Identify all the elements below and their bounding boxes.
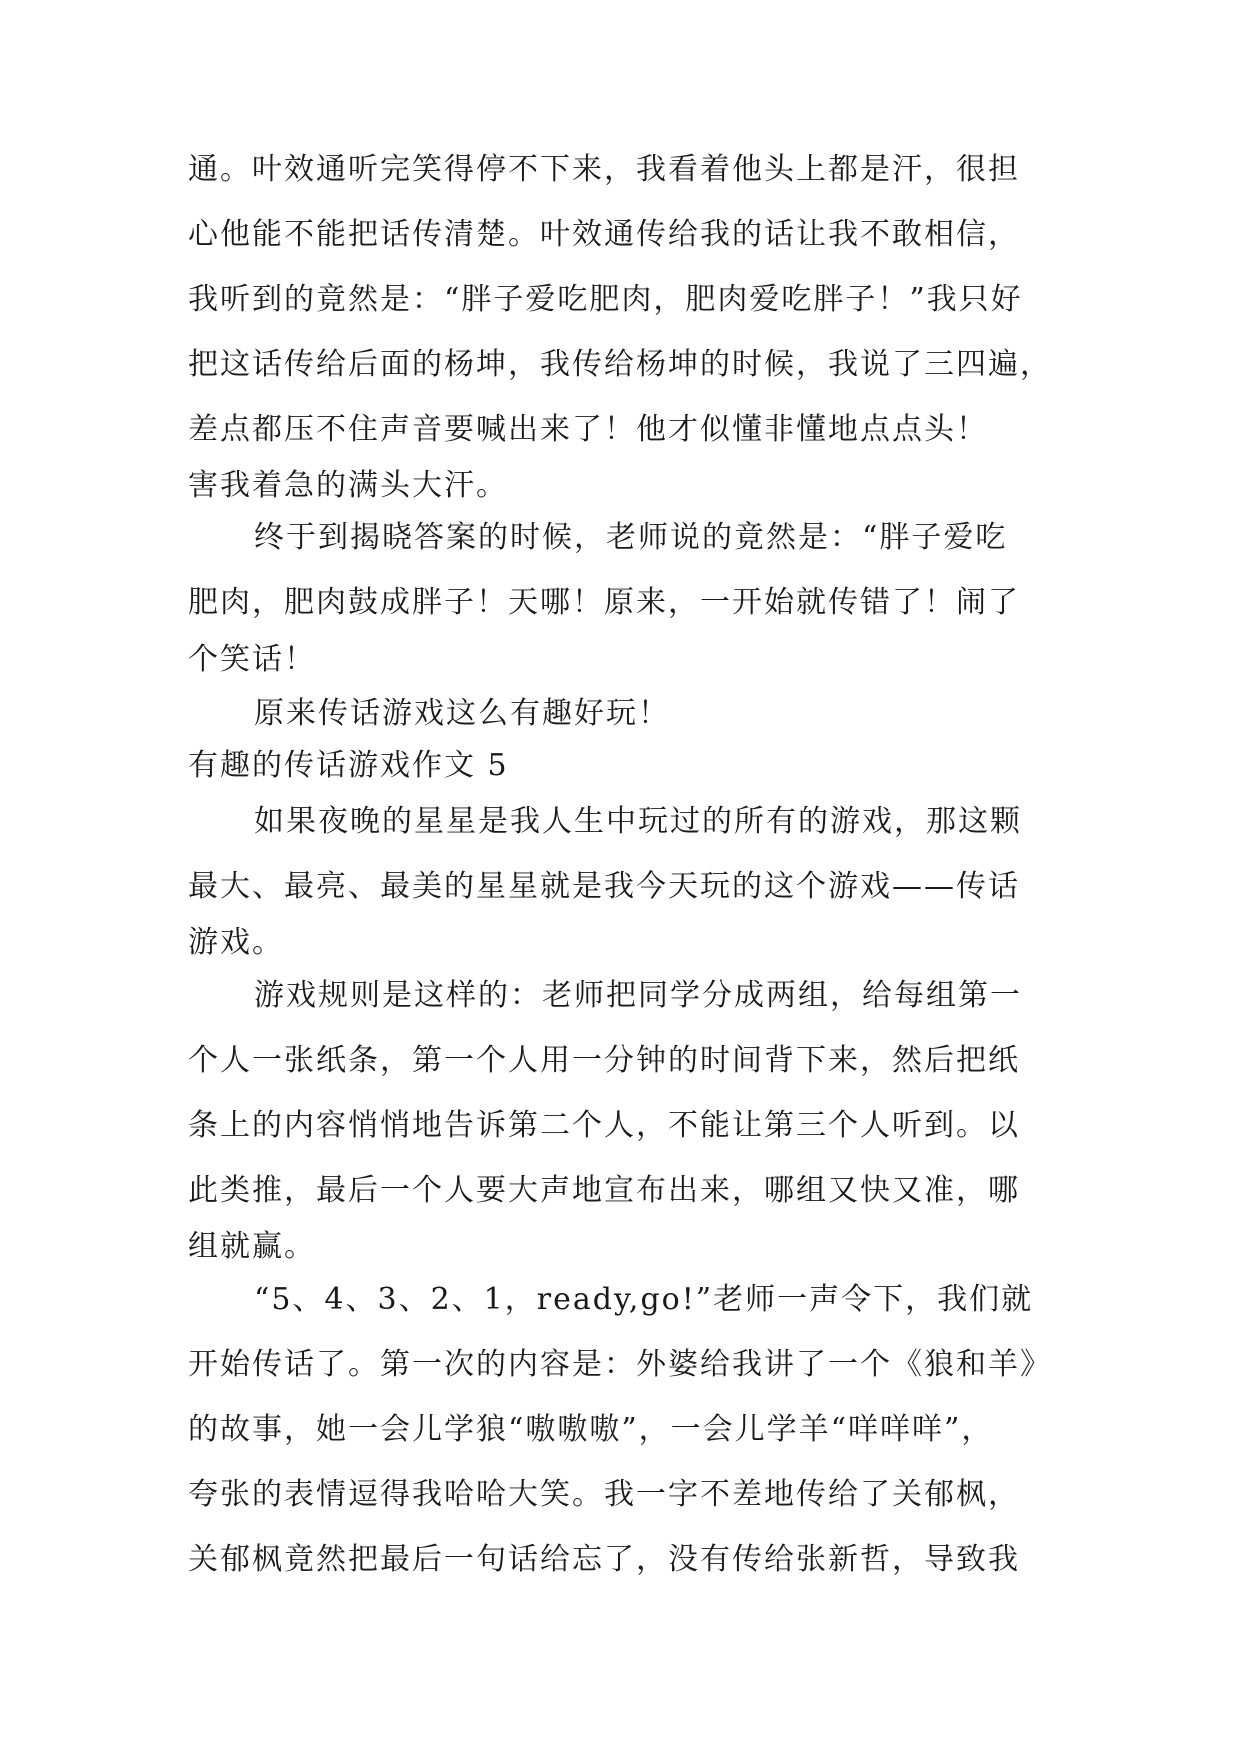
text-line: 的故事，她一会儿学狼“嗷嗷嗷”，一会儿学羊“咩咩咩”， [188,1412,994,1447]
text-line: 关郁枫竟然把最后一句话给忘了，没有传给张新哲，导致我 [188,1542,1020,1577]
text-line: 害我着急的满头大汗。 [188,468,508,503]
text-line: 个人一张纸条，第一个人用一分钟的时间背下来，然后把纸 [188,1043,1020,1078]
paragraph-first-line: 终于到揭晓答案的时候，老师说的竟然是：“胖子爱吃 [254,520,1008,555]
text-line: 心他能不能把话传清楚。叶效通传给我的话让我不敢相信， [188,217,1020,252]
text-line: 开始传话了。第一次的内容是：外婆给我讲了一个《狼和羊》 [188,1347,1052,1382]
paragraph-first-line: 游戏规则是这样的：老师把同学分成两组，给每组第一 [254,978,1022,1013]
text-line: 个笑话！ [188,642,316,677]
text-line: 我听到的竟然是：“胖子爱吃肥肉，肥肉爱吃胖子！”我只好 [188,282,1023,317]
text-line: 此类推，最后一个人要大声地宣布出来，哪组又快又准，哪 [188,1173,1020,1208]
text-line: 夸张的表情逗得我哈哈大笑。我一字不差地传给了关郁枫， [188,1477,1020,1512]
text-line: 条上的内容悄悄地告诉第二个人，不能让第三个人听到。以 [188,1108,1020,1143]
paragraph-first-line: 原来传话游戏这么有趣好玩！ [254,696,670,731]
text-line: 肥肉，肥肉鼓成胖子！天哪！原来，一开始就传错了！闹了 [188,585,1020,620]
text-line: 组就赢。 [188,1229,316,1264]
section-heading: 有趣的传话游戏作文 5 [188,748,509,783]
paragraph-first-line: “5、4、3、2、1，ready,go!”老师一声令下，我们就 [254,1282,1034,1317]
text-line: 最大、最亮、最美的星星就是我今天玩的这个游戏——传话 [188,869,1020,904]
text-line: 把这话传给后面的杨坤，我传给杨坤的时候，我说了三四遍， [188,347,1052,382]
paragraph-first-line: 如果夜晚的星星是我人生中玩过的所有的游戏，那这颗 [254,804,1022,839]
text-line: 游戏。 [188,925,284,960]
text-line: 差点都压不住声音要喊出来了！他才似懂非懂地点点头！ [188,412,988,447]
text-line: 通。叶效通听完笑得停不下来，我看着他头上都是汗，很担 [188,152,1020,187]
